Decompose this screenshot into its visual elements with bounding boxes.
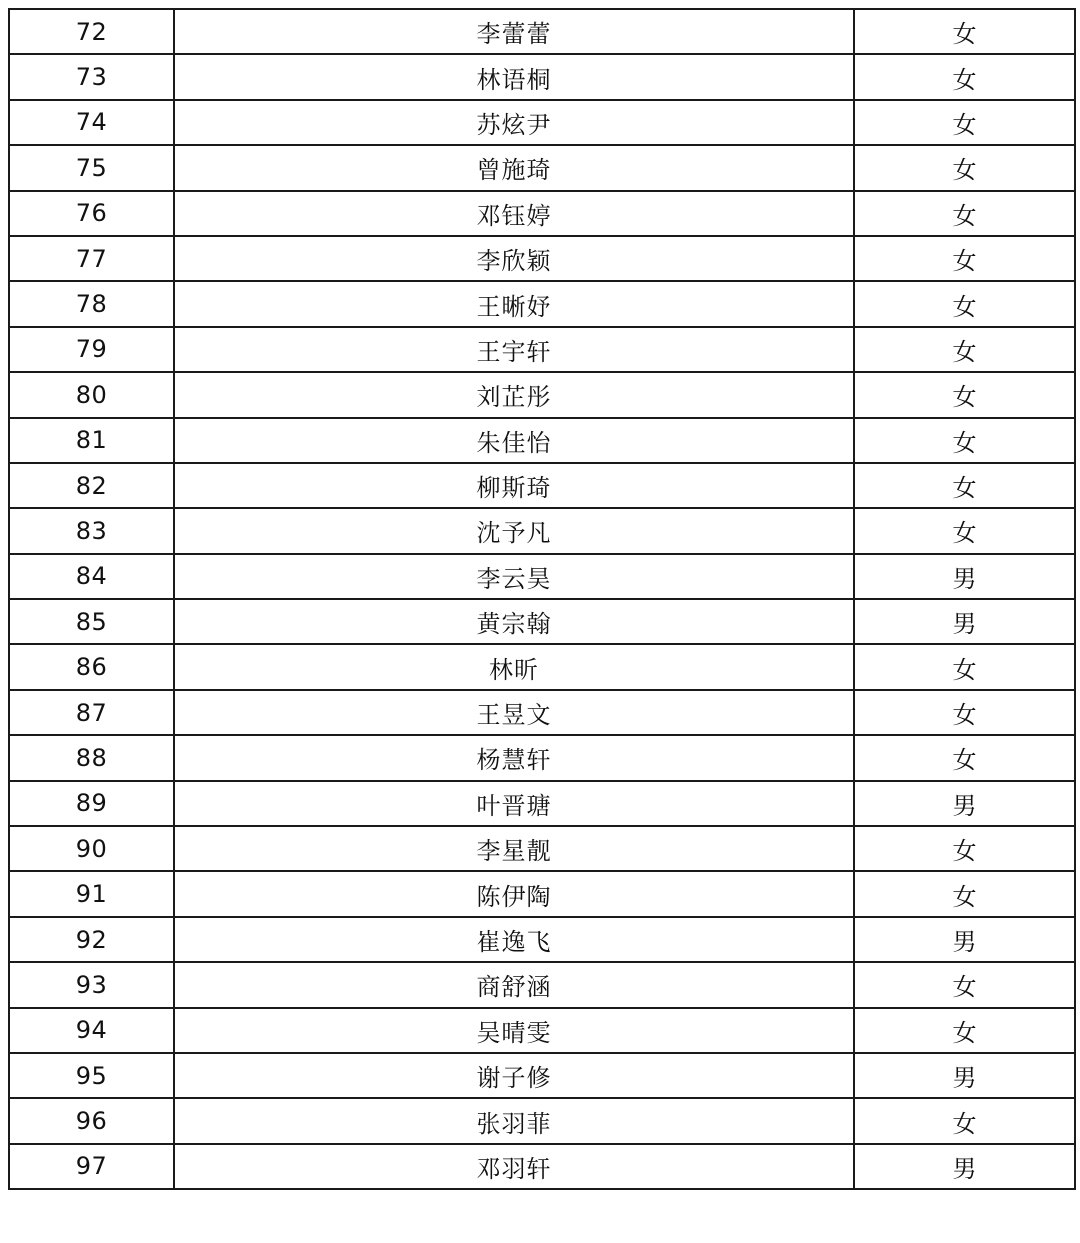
gender-cell: 男 <box>854 1144 1075 1189</box>
student-name-cell: 李星靓 <box>174 826 854 871</box>
student-name-cell: 王宇轩 <box>174 327 854 372</box>
student-name-cell: 杨慧轩 <box>174 735 854 780</box>
row-number-cell: 89 <box>9 781 174 826</box>
table-row <box>9 191 1075 236</box>
row-number-cell: 85 <box>9 599 174 644</box>
table-row <box>9 100 1075 145</box>
student-name-cell: 李云昊 <box>174 554 854 599</box>
row-number-cell: 93 <box>9 962 174 1007</box>
gender-cell: 男 <box>854 554 1075 599</box>
row-number-cell: 95 <box>9 1053 174 1098</box>
gender-cell: 女 <box>854 145 1075 190</box>
table-row <box>9 690 1075 735</box>
row-number-cell: 83 <box>9 508 174 553</box>
roster-sheet <box>8 8 1076 1190</box>
student-name-cell: 王昱文 <box>174 690 854 735</box>
gender-cell: 女 <box>854 826 1075 871</box>
gender-cell: 女 <box>854 372 1075 417</box>
gender-cell: 女 <box>854 9 1075 54</box>
row-number-cell: 77 <box>9 236 174 281</box>
table-row <box>9 463 1075 508</box>
table-row <box>9 418 1075 463</box>
gender-cell: 女 <box>854 1008 1075 1053</box>
table-row <box>9 508 1075 553</box>
table-row <box>9 554 1075 599</box>
row-number-cell: 78 <box>9 281 174 326</box>
student-name-cell: 商舒涵 <box>174 962 854 1007</box>
gender-cell: 男 <box>854 781 1075 826</box>
gender-cell: 女 <box>854 100 1075 145</box>
gender-cell: 女 <box>854 418 1075 463</box>
student-name-cell: 谢子修 <box>174 1053 854 1098</box>
table-row <box>9 9 1075 54</box>
row-number-cell: 88 <box>9 735 174 780</box>
table-row <box>9 826 1075 871</box>
row-number-cell: 82 <box>9 463 174 508</box>
student-name-cell: 林语桐 <box>174 54 854 99</box>
student-name-cell: 柳斯琦 <box>174 463 854 508</box>
table-row <box>9 145 1075 190</box>
table-row <box>9 1098 1075 1143</box>
gender-cell: 女 <box>854 463 1075 508</box>
student-name-cell: 崔逸飞 <box>174 917 854 962</box>
student-name-cell: 叶晋瑭 <box>174 781 854 826</box>
row-number-cell: 92 <box>9 917 174 962</box>
row-number-cell: 73 <box>9 54 174 99</box>
gender-cell: 女 <box>854 191 1075 236</box>
student-name-cell: 林昕 <box>174 644 854 689</box>
student-name-cell: 张羽菲 <box>174 1098 854 1143</box>
gender-cell: 男 <box>854 917 1075 962</box>
table-row <box>9 871 1075 916</box>
student-name-cell: 刘芷彤 <box>174 372 854 417</box>
table-row <box>9 599 1075 644</box>
gender-cell: 女 <box>854 54 1075 99</box>
gender-cell: 女 <box>854 871 1075 916</box>
gender-cell: 男 <box>854 1053 1075 1098</box>
gender-cell: 男 <box>854 599 1075 644</box>
student-name-cell: 朱佳怡 <box>174 418 854 463</box>
row-number-cell: 91 <box>9 871 174 916</box>
table-row <box>9 1144 1075 1189</box>
student-name-cell: 陈伊陶 <box>174 871 854 916</box>
roster-table-body <box>9 9 1075 1189</box>
student-name-cell: 黄宗翰 <box>174 599 854 644</box>
row-number-cell: 74 <box>9 100 174 145</box>
row-number-cell: 86 <box>9 644 174 689</box>
table-row <box>9 644 1075 689</box>
gender-cell: 女 <box>854 644 1075 689</box>
table-row <box>9 781 1075 826</box>
student-name-cell: 邓钰婷 <box>174 191 854 236</box>
row-number-cell: 90 <box>9 826 174 871</box>
roster-table <box>8 8 1076 1190</box>
gender-cell: 女 <box>854 281 1075 326</box>
row-number-cell: 72 <box>9 9 174 54</box>
student-name-cell: 吴晴雯 <box>174 1008 854 1053</box>
row-number-cell: 96 <box>9 1098 174 1143</box>
table-row <box>9 281 1075 326</box>
gender-cell: 女 <box>854 1098 1075 1143</box>
row-number-cell: 87 <box>9 690 174 735</box>
student-name-cell: 王晰妤 <box>174 281 854 326</box>
row-number-cell: 81 <box>9 418 174 463</box>
student-name-cell: 李欣颖 <box>174 236 854 281</box>
student-name-cell: 苏炫尹 <box>174 100 854 145</box>
table-row <box>9 735 1075 780</box>
table-row <box>9 1008 1075 1053</box>
table-row <box>9 54 1075 99</box>
table-row <box>9 372 1075 417</box>
table-row <box>9 236 1075 281</box>
gender-cell: 女 <box>854 236 1075 281</box>
table-row <box>9 962 1075 1007</box>
table-row <box>9 1053 1075 1098</box>
row-number-cell: 80 <box>9 372 174 417</box>
row-number-cell: 97 <box>9 1144 174 1189</box>
row-number-cell: 79 <box>9 327 174 372</box>
gender-cell: 女 <box>854 327 1075 372</box>
row-number-cell: 76 <box>9 191 174 236</box>
gender-cell: 女 <box>854 508 1075 553</box>
row-number-cell: 84 <box>9 554 174 599</box>
student-name-cell: 曾施琦 <box>174 145 854 190</box>
gender-cell: 女 <box>854 962 1075 1007</box>
table-row <box>9 917 1075 962</box>
student-name-cell: 沈予凡 <box>174 508 854 553</box>
student-name-cell: 李蕾蕾 <box>174 9 854 54</box>
row-number-cell: 94 <box>9 1008 174 1053</box>
table-row <box>9 327 1075 372</box>
gender-cell: 女 <box>854 735 1075 780</box>
row-number-cell: 75 <box>9 145 174 190</box>
student-name-cell: 邓羽轩 <box>174 1144 854 1189</box>
gender-cell: 女 <box>854 690 1075 735</box>
